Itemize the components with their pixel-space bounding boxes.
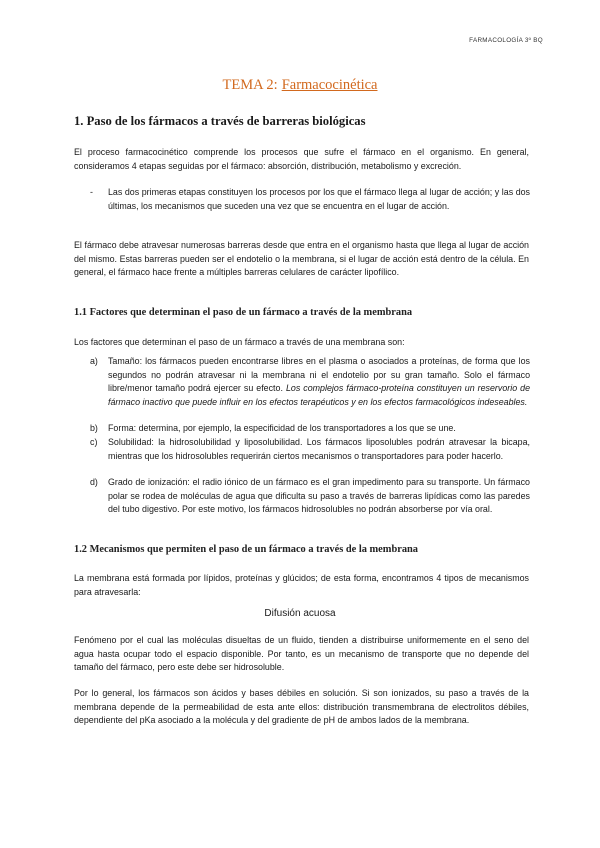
- bullet-mark: -: [90, 187, 93, 197]
- subheading-aqueous-diffusion: Difusión acuosa: [264, 608, 336, 619]
- title-link[interactable]: Farmacocinética: [281, 77, 378, 93]
- title-prefix: TEMA 2:: [222, 77, 278, 93]
- list-marker: d): [90, 477, 98, 487]
- section-1-paragraph-1: El proceso farmacocinético comprende los procesos que sufre el fármaco en el organismo. En general, consideramos 4 etapas seguidas por el fármaco: absorción, distribución, metabolismo y excreción.: [74, 147, 529, 171]
- list-item-text: [108, 355, 530, 409]
- factor-item-shape: [90, 422, 530, 436]
- list-marker: a): [90, 356, 98, 366]
- section-1-1-heading: 1.1 Factores que determinan el paso de un fármaco a través de la membrana: [74, 307, 413, 318]
- section-1-2-heading: 1.2 Mecanismos que permiten el paso de un fármaco a través de la membrana: [74, 544, 419, 555]
- list-item-text: Forma: determina, por ejemplo, la especificidad de los transportadores a los que se une.: [108, 423, 456, 433]
- list-item-text: Solubilidad: la hidrosolubilidad y liposolubilidad. Los fármacos liposolubles podrán atravesar la bicapa, mientras que los hidrosolubles requerirán ciertos mecanismos o transportadores para poder hacerlo.: [108, 437, 530, 461]
- section-1-bullet: [90, 186, 530, 213]
- list-marker: b): [90, 423, 98, 433]
- bullet-text: Las dos primeras etapas constituyen los procesos por los que el fármaco llega al lugar de acción; y las dos últimas, los mecanismos que suceden una vez que se encuentra en el lugar de acción.: [108, 187, 530, 211]
- list-item-text: Grado de ionización: el radio iónico de un fármaco es el gran impedimento para su transporte. Un fármaco polar se rodea de moléculas de agua que dificulta su paso a través de barreras lipídicas como las paredes del tubo digestivo. Por este motivo, los fármacos hidrosolubles no podrán absorberse por vía oral.: [108, 477, 530, 515]
- factor-item-size: [90, 355, 530, 409]
- section-1-2-paragraph-2: Por lo general, los fármacos son ácidos y bases débiles en solución. Si son ionizados, su paso a través de la membrana depende de la permeabilidad de esta ante ellos: distribución transmembrana de electrolitos débiles, dependiente del pKa asociado a la molécula y del gradiente de pH de ambos lados de la membrana.: [74, 688, 529, 726]
- section-1-2-intro: La membrana está formada por lípidos, proteínas y glúcidos; de esta forma, encontramos 4 tipos de mecanismos para atravesarla:: [74, 573, 529, 597]
- header-tag: FARMACOLOGÍA 3º BQ: [469, 37, 543, 44]
- section-1-paragraph-2: El fármaco debe atravesar numerosas barreras desde que entra en el organismo hasta que llega al lugar de acción del mismo. Estas barreras pueden ser el endotelio o la membrana, si el lugar de acción está dentro de la célula. En general, el fármaco hace frente a múltiples barreras celulares de carácter lipofílico.: [74, 240, 529, 278]
- section-1-1-intro: Los factores que determinan el paso de un fármaco a través de una membrana son:: [74, 337, 405, 347]
- page-title: [0, 77, 600, 94]
- section-1-2-paragraph-1: Fenómeno por el cual las moléculas disueltas de un fluido, tienden a distribuirse uniformemente en el seno del agua hasta ocupar todo el espacio disponible. Por tanto, es un mecanismo de transporte que no depende del tamaño del fármaco, pero este debe ser hidrosoluble.: [74, 635, 529, 673]
- factor-item-solubility: [90, 436, 530, 463]
- list-marker: c): [90, 437, 98, 447]
- factor-italic-note: Los complejos fármaco-proteína constituyen un reservorio de fármaco inactivo que puede influir en los efectos terapéuticos y en los efectos farmacológicos indeseables.: [108, 383, 531, 407]
- factor-item-ionization: [90, 476, 530, 517]
- section-1-heading: 1. Paso de los fármacos a través de barreras biológicas: [74, 114, 366, 128]
- factor-text: Tamaño: los fármacos pueden encontrarse libres en el plasma o asociados a proteínas, de forma que los segundos no podrán atravesar ni la membrana ni el endotelio por su gran tamaño. Solo el fármaco libre/menor tamaño podrá ejercer su efecto.: [108, 356, 530, 394]
